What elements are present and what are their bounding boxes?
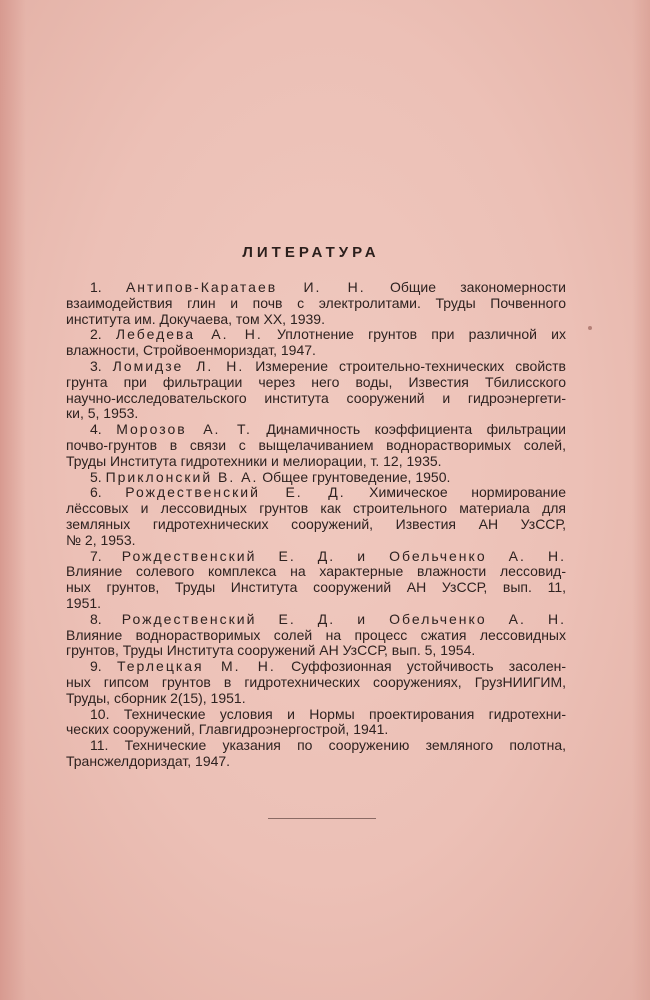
reference-entry (66, 707, 566, 739)
reference-text-line: ки, 5, 1953. (66, 405, 139, 422)
reference-text-line: ных гипсом грунтов в гидротехнических сооружениях, ГрузНИИГИМ, (66, 673, 566, 690)
reference-entry (66, 280, 566, 327)
paper-spot (588, 326, 592, 330)
reference-first-line (66, 659, 566, 675)
reference-text: Химическое нормирование (345, 484, 567, 501)
closing-rule (268, 818, 376, 819)
reference-text-line: Трансжелдориздат, 1947. (66, 752, 231, 769)
reference-entry (66, 470, 566, 486)
reference-first-line (66, 359, 566, 375)
reference-first-line (66, 549, 566, 565)
reference-number: 10. (90, 705, 110, 722)
reference-list (66, 280, 566, 770)
reference-text-line: Труды Института гидротехники и мелиорации, т. 12, 1935. (66, 452, 442, 469)
reference-number: 7. (90, 547, 102, 564)
reference-text-line: Влияние солевого комплекса на характерные влажности лессовид- (66, 563, 566, 580)
reference-number: 6. (90, 484, 102, 501)
reference-number: 8. (90, 610, 102, 627)
reference-author: Антипов-Каратаев И. Н. (125, 279, 366, 295)
reference-entry (66, 359, 566, 422)
reference-text-line: института им. Докучаева, том XX, 1939. (66, 310, 325, 327)
reference-first-line (66, 422, 566, 438)
reference-text: Общие закономерности (365, 279, 566, 295)
reference-text-line: влажности, Стройвоенмориздат, 1947. (66, 342, 316, 359)
reference-author: Рождественский Е. Д. и Обельченко А. Н. (121, 610, 566, 627)
reference-author: Ломидзе Л. Н. (112, 357, 245, 374)
reference-author: Морозов А. Т. (116, 421, 252, 438)
reference-text-line: ных грунтов, Труды Института сооружений АН УзССР, вып. 11, (66, 579, 566, 596)
reference-author: Лебедева А. Н. (115, 326, 263, 343)
reference-number: 5. (90, 468, 102, 485)
reference-text-line: лёссовых и лессовидных грунтов как строительного материала для (66, 500, 566, 517)
reference-entry (66, 485, 566, 548)
reference-author: Рождественский Е. Д. (125, 484, 346, 501)
reference-text-line: грунтов, Труды Института сооружений АН УзССР, вып. 5, 1954. (66, 642, 476, 659)
reference-text-line: 1951. (66, 594, 102, 611)
reference-text-line: Влияние воднорастворимых солей на процесс сжатия лессовидных (66, 626, 566, 643)
reference-entry (66, 422, 566, 469)
reference-number: 11. (90, 737, 109, 754)
reference-text-line: № 2, 1953. (66, 531, 136, 548)
reference-text: Динамичность коэффициента фильтрации (251, 421, 566, 438)
reference-text: Измерение строительно-технических свойств (244, 357, 566, 374)
reference-text: Технические условия и Нормы проектирования гидротехни- (109, 705, 566, 722)
reference-first-line (66, 738, 566, 754)
reference-text-line: научно-исследовательского института сооружений и гидроэнергети- (66, 389, 566, 406)
reference-first-line (66, 470, 566, 486)
reference-entry (66, 612, 566, 659)
reference-text-line: земляных гидротехнических сооружений, Известия АН УзССР, (66, 515, 566, 532)
reference-entry (66, 659, 566, 706)
reference-author: Рождественский Е. Д. и Обельченко А. Н. (121, 547, 566, 564)
reference-entry (66, 549, 566, 612)
reference-text-line: взаимодействия глин и почв с электролитами. Труды Почвенного (66, 294, 566, 311)
reference-text: Общее грунтоведение, 1950. (258, 468, 451, 485)
reference-first-line (66, 485, 566, 501)
reference-first-line (66, 612, 566, 628)
reference-number: 4. (90, 421, 102, 438)
reference-first-line (66, 707, 566, 723)
page-heading: ЛИТЕРАТУРА (242, 244, 380, 261)
reference-text-line: грунта при фильтрации через него воды, Известия Тбилисского (66, 373, 566, 390)
reference-first-line (66, 280, 566, 296)
reference-text: Суффозионная устойчивость засолен- (275, 658, 566, 675)
reference-number: 3. (90, 357, 102, 374)
reference-author: Терлецкая М. Н. (117, 658, 276, 675)
reference-author: Приклонский В. А. (105, 468, 259, 485)
reference-first-line (66, 327, 566, 343)
reference-text-line: ческих сооружений, Главгидроэнергострой, 1941. (66, 721, 389, 738)
reference-number: 1. (90, 279, 102, 295)
reference-number: 2. (90, 326, 102, 343)
reference-number: 9. (90, 658, 102, 675)
reference-text-line: Труды, сборник 2(15), 1951. (66, 689, 246, 706)
reference-text: Технические указания по сооружению земляного полотна, (108, 737, 566, 754)
reference-entry (66, 738, 566, 770)
reference-text-line: почво-грунтов в связи с выщелачиванием воднорастворимых солей, (66, 436, 566, 453)
reference-entry (66, 327, 566, 359)
reference-text: Уплотнение грунтов при различной их (262, 326, 566, 343)
